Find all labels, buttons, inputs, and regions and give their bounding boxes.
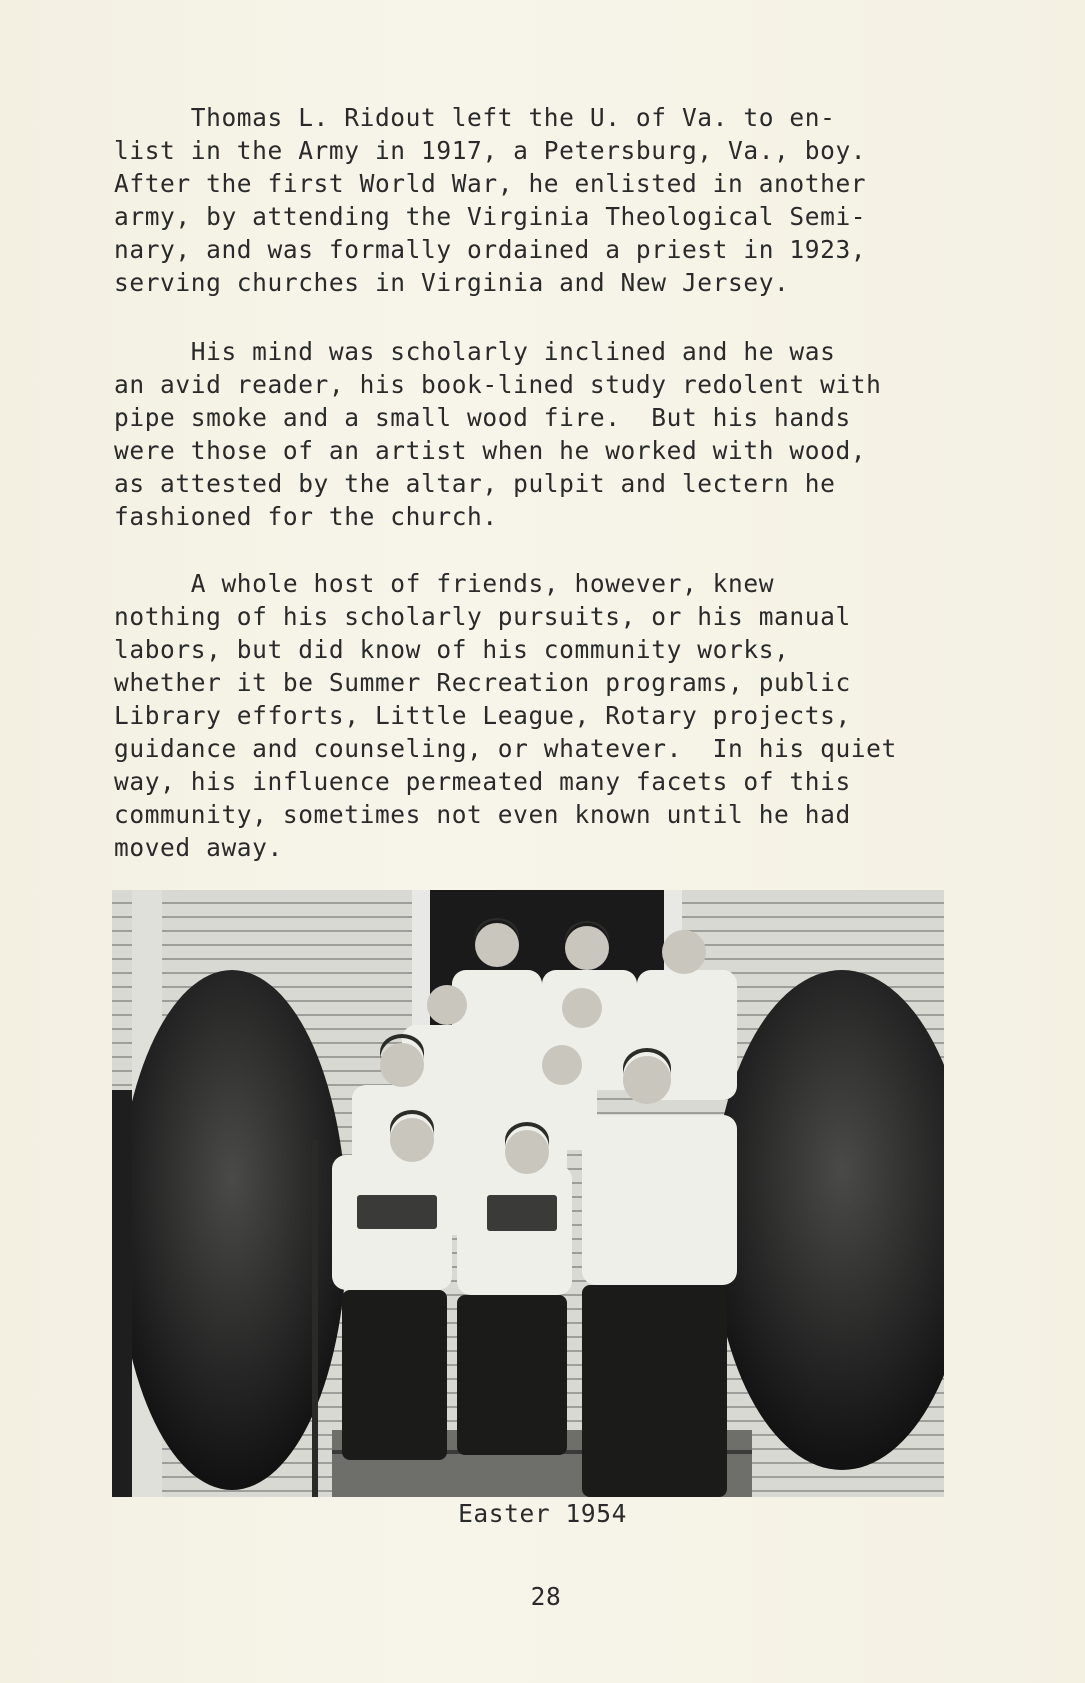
- photo-caption: Easter 1954: [458, 1499, 627, 1528]
- paragraph-2: [114, 335, 974, 533]
- text-line: as attested by the altar, pulpit and lectern he: [114, 469, 836, 498]
- paragraph-1: [114, 101, 974, 299]
- text-line: nothing of his scholarly pursuits, or his manual: [114, 602, 851, 631]
- text-line: Library efforts, Little League, Rotary projects,: [114, 701, 851, 730]
- text-line: His mind was scholarly inclined and he was: [114, 337, 836, 366]
- text-line: way, his influence permeated many facets of this: [114, 767, 851, 796]
- text-line: serving churches in Virginia and New Jersey.: [114, 268, 790, 297]
- text-line: army, by attending the Virginia Theological Semi-: [114, 202, 867, 231]
- text-line: whether it be Summer Recreation programs, public: [114, 668, 851, 697]
- text-line: fashioned for the church.: [114, 502, 498, 531]
- text-line: pipe smoke and a small wood fire. But his hands: [114, 403, 851, 432]
- text-line: Thomas L. Ridout left the U. of Va. to en-: [114, 103, 836, 132]
- text-line: nary, and was formally ordained a priest in 1923,: [114, 235, 867, 264]
- text-line: guidance and counseling, or whatever. In his quiet: [114, 734, 897, 763]
- text-line: A whole host of friends, however, knew: [114, 569, 775, 598]
- paragraph-3: [114, 567, 974, 864]
- text-line: moved away.: [114, 833, 283, 862]
- text-line: were those of an artist when he worked with wood,: [114, 436, 867, 465]
- text-line: an avid reader, his book-lined study redolent with: [114, 370, 882, 399]
- text-line: labors, but did know of his community works,: [114, 635, 790, 664]
- text-line: After the first World War, he enlisted in another: [114, 169, 867, 198]
- page-number: 28: [530, 1582, 562, 1611]
- text-line: community, sometimes not even known until he had: [114, 800, 851, 829]
- text-line: list in the Army in 1917, a Petersburg, Va., boy.: [114, 136, 867, 165]
- choir-photo: [112, 890, 944, 1497]
